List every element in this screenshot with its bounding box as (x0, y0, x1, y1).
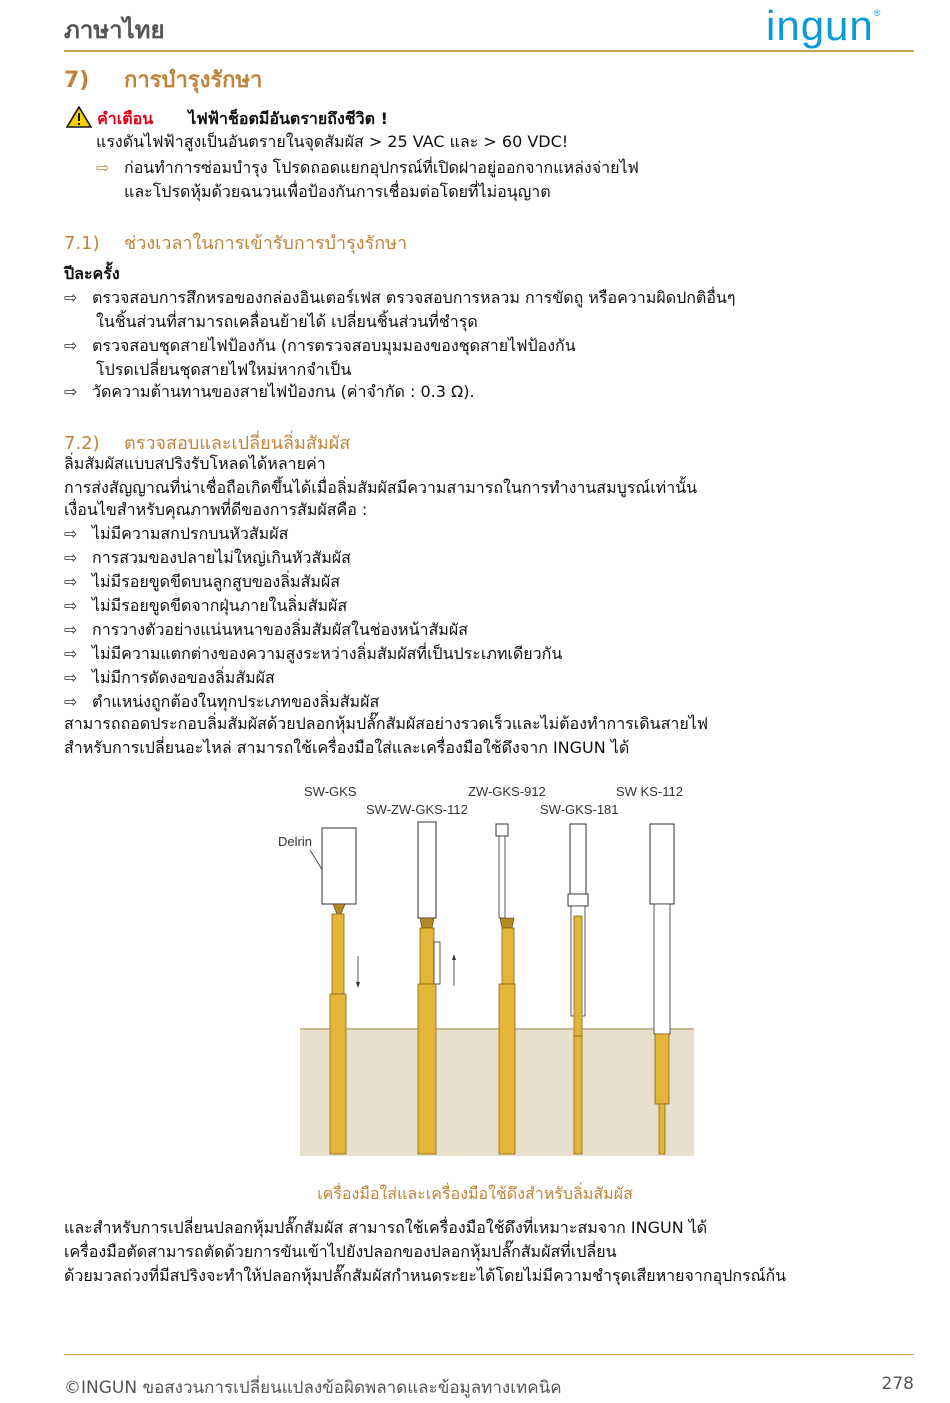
list-item: ⇨ วัดความต้านทานของสายไฟป้องกน (ค่าจำกัด : 0.3 Ω). (64, 382, 475, 401)
arrow-icon: ⇨ (64, 572, 78, 591)
condition-item: ⇨ ไม่มีรอยขูดขีดบนลูกสูบของลิ่มสัมผัส (64, 572, 341, 591)
arrow-icon: ⇨ (64, 668, 78, 687)
warning-row (66, 106, 388, 132)
subsection-7-1-subhead: ปีละครั้ง (64, 264, 120, 283)
label-zw-gks-912: ZW-GKS-912 (468, 784, 546, 799)
ingun-logo: ingun® (766, 2, 882, 49)
arrow-icon: ⇨ (64, 620, 78, 639)
label-sw-zw-gks-112: SW-ZW-GKS-112 (366, 802, 468, 817)
list-item-cont: ในชิ้นส่วนที่สามารถเคลื่อนย้ายได้ เปลี่ยนชิ้นส่วนที่ชำรุด (96, 312, 478, 331)
condition-item: ⇨ ตำแหน่งถูกต้องในทุกประเภทของลิ่มสัมผัส (64, 692, 380, 711)
ground-block (300, 1028, 694, 1156)
list-item: ⇨ ตรวจสอบชุดสายไฟป้องกัน (การตรวจสอบมุมมองของชุดสายไฟป้องกัน (64, 336, 576, 355)
condition-item: ⇨ การสวมของปลายไม่ใหญ่เกินหัวสัมผัส (64, 548, 351, 567)
warning-triangle-icon (66, 106, 92, 128)
page-number: 278 (881, 1374, 914, 1394)
paragraph: ลิ่มสัมผัสแบบสปริงรับโหลดได้หลายค่า (64, 454, 326, 473)
paragraph: ด้วยมวลถ่วงที่มีสปริงจะทำให้ปลอกหุ้มปลั๊กสัมผัสกำหนดระยะได้โดยไม่มีความชำรุดเสียหายจากอุปกรณ์ก้น (64, 1266, 787, 1285)
paragraph: สำหรับการเปลี่ยนอะไหล่ สามารถใช้เครื่องมือใส่และเครื่องมือใช้ดึงจาก INGUN ได้ (64, 738, 630, 757)
arrow-icon: ⇨ (64, 288, 78, 307)
warning-note: ⇨ ก่อนทำการซ่อมบำรุง โปรดถอดแยกอุปกรณ์ที่เปิดฝาอยู่ออกจากแหล่งจ่ายไฟ (96, 158, 639, 177)
label-sw-ks-112: SW KS-112 (616, 784, 683, 799)
arrow-icon: ⇨ (64, 382, 78, 401)
subsection-7-1-heading: 7.1) ช่วงเวลาในการเข้ารับการบำรุงรักษา (64, 233, 408, 254)
warning-note-cont: และโปรดหุ้มด้วยฉนวนเพื่อป้องกันการเชื่อมต่อโดยที่ไม่อนุญาต (124, 182, 551, 201)
arrow-icon: ⇨ (64, 336, 78, 355)
arrow-icon: ⇨ (64, 548, 78, 567)
condition-item: ⇨ ไม่มีรอยขูดขีดจากฝุ่นภายในลิ่มสัมผัส (64, 596, 348, 615)
paragraph: และสำหรับการเปลี่ยนปลอกหุ้มปลั๊กสัมผัส สามารถใช้เครื่องมือใช้ดึงที่เหมาะสมจาก INGUN ได้ (64, 1218, 708, 1237)
footer-divider (64, 1354, 914, 1355)
paragraph: เครื่องมือตัดสามารถตัดด้วยการขันเข้าไปยังปลอกของปลอกหุ้มปลั๊กสัมผัสที่เปลี่ยน (64, 1242, 617, 1261)
figure-caption: เครื่องมือใส่และเครื่องมือใช้ดึงสำหรับลิ่มสัมผัส (317, 1184, 633, 1203)
list-item-cont: โปรดเปลี่ยนชุดสายไฟใหม่หากจำเป็น (96, 360, 352, 379)
paragraph: เงื่อนไขสำหรับคุณภาพที่ดีของการสัมผัสคือ : (64, 500, 368, 519)
arrow-icon: ⇨ (64, 692, 78, 711)
condition-item: ⇨ ไม่มีความแตกต่างของความสูงระหว่างลิ่มสัมผัสที่เป็นประเภทเดียวกัน (64, 644, 563, 663)
probe-tools-figure (270, 776, 710, 1156)
probe-zw-gks-912 (496, 824, 515, 1154)
subsection-7-2-heading: 7.2) ตรวจสอบและเปลี่ยนลิ่มสัมผัส (64, 433, 351, 454)
condition-item: ⇨ การวางตัวอย่างแน่นหนาของลิ่มสัมผัสในช่องหน้าสัมผัส (64, 620, 468, 639)
arrow-icon: ⇨ (64, 644, 78, 663)
warning-label: คำเตือน (97, 109, 154, 128)
header-language: ภาษาไทย (64, 16, 165, 44)
footer-copyright: ©INGUN ขอสงวนการเปลี่ยนแปลงข้อผิดพลาดและข้อมูลทางเทคนิค (64, 1378, 562, 1398)
paragraph: สามารถถอดประกอบลิ่มสัมผัสด้วยปลอกหุ้มปลั๊กสัมผัสอย่างรวดเร็วและไม่ต้องทำการเดินสายไฟ (64, 714, 709, 733)
section-heading: 7) การบำรุงรักษา (64, 68, 263, 93)
arrow-icon: ⇨ (96, 158, 110, 177)
warning-title: ไฟฟ้าช็อตมีอันตรายถึงชีวิต ! (188, 109, 388, 128)
condition-item: ⇨ ไม่มีความสกปรกบนหัวสัมผัส (64, 524, 289, 543)
list-item: ⇨ ตรวจสอบการสึกหรอของกล่องอินเตอร์เฟส ตรวจสอบการหลวม การขัดถู หรือความผิดปกติอื่นๆ (64, 288, 736, 307)
warning-text: แรงดันไฟฟ้าสูงเป็นอันตรายในจุดสัมผัส > 25 VAC และ > 60 VDC! (96, 132, 569, 151)
arrow-icon: ⇨ (64, 524, 78, 543)
arrow-icon: ⇨ (64, 596, 78, 615)
paragraph: การส่งสัญญาณที่น่าเชื่อถือเกิดขึ้นได้เมื่อลิ่มสัมผัสมีความสามารถในการทำงานสมบูรณ์เท่านั้น (64, 478, 698, 497)
header-divider (64, 50, 914, 52)
condition-item: ⇨ ไม่มีการดัดงอของลิ่มสัมผัส (64, 668, 275, 687)
label-sw-gks-181: SW-GKS-181 (540, 802, 619, 817)
label-sw-gks: SW-GKS (304, 784, 357, 799)
label-delrin: Delrin (278, 834, 312, 849)
